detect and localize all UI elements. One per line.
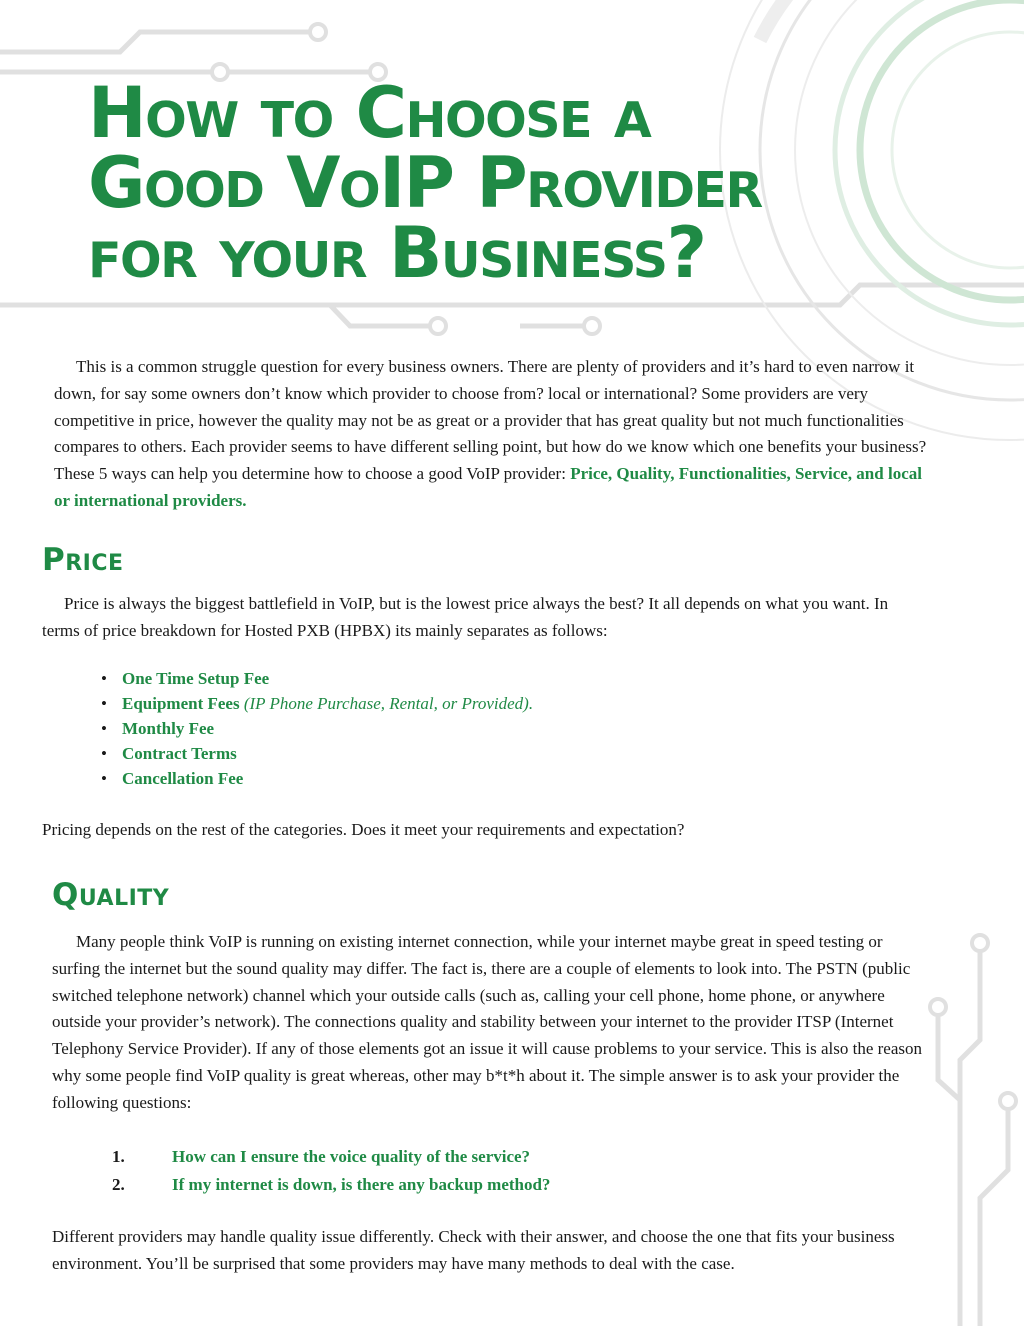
section-heading-price: Price — [42, 542, 124, 578]
quality-outro: Different providers may handle quality issue differently. Check with their answer, and choose the one that fits your business environment. You’ll be surprised that some providers may have many methods to deal with the case. — [52, 1227, 895, 1273]
title-line-2: Good VoIP Provider — [88, 142, 762, 224]
intro-text: This is a common struggle question for every business owners. There are plenty of providers and it’s hard to even narrow it down, for say some owners don’t know which provider to choose from? local or international? Some providers are very competitive in price, however the quality may not be as great or a provider that has great quality but not much functionalities compares to others. Each provider seems to have different selling point, but how do we know which one benefits your business? These 5 ways can help you determine how to choose a good VoIP provider: — [54, 357, 927, 484]
quality-questions-list — [112, 1143, 550, 1198]
list-item: • One Time Setup Fee — [122, 666, 533, 691]
intro-paragraph — [54, 354, 934, 515]
list-item: • Equipment Fees (IP Phone Purchase, Rental, or Provided). — [122, 691, 533, 716]
price-intro: Price is always the biggest battlefield in VoIP, but is the lowest price always the best? It all depends on what you want. In terms of price breakdown for Hosted PXB (HPBX) its mainly separates as follows: — [42, 594, 889, 640]
page-title — [88, 72, 762, 294]
list-item: • Cancellation Fee — [122, 766, 533, 791]
list-item: 1. How can I ensure the voice quality of the service? — [112, 1147, 531, 1166]
list-item: • Monthly Fee — [122, 716, 533, 741]
section-heading-quality: Quality — [52, 877, 170, 913]
price-breakdown-list — [122, 666, 533, 791]
title-line-3: for your Business? — [88, 212, 706, 294]
price-outro: Pricing depends on the rest of the categories. Does it meet your requirements and expectation? — [42, 820, 685, 839]
list-item: • Contract Terms — [122, 741, 533, 766]
intro-highlight: Price, Quality, Functionalities, Service, and local or international providers. — [54, 464, 922, 510]
list-item: 2. If my internet is down, is there any backup method? — [112, 1174, 551, 1194]
quality-intro: Many people think VoIP is running on existing internet connection, while your internet maybe great in speed testing or surfing the internet but the sound quality may differ. The fact is, there are a couple of elements to look into. The PSTN (public switched telephone network) channel which your outside calls (such as, calling your cell phone, home phone, or anywhere outside your provider’s network). The connections quality and stability between your internet to the provider ITSP (Internet Telephony Service Provider). If any of those elements got an issue it will cause problems to your service. This is also the reason why some people find VoIP quality is great whereas, other may b*t*h about it. The simple answer is to ask your provider the following questions: — [52, 932, 923, 1112]
title-line-1: How to Choose a — [88, 72, 651, 154]
